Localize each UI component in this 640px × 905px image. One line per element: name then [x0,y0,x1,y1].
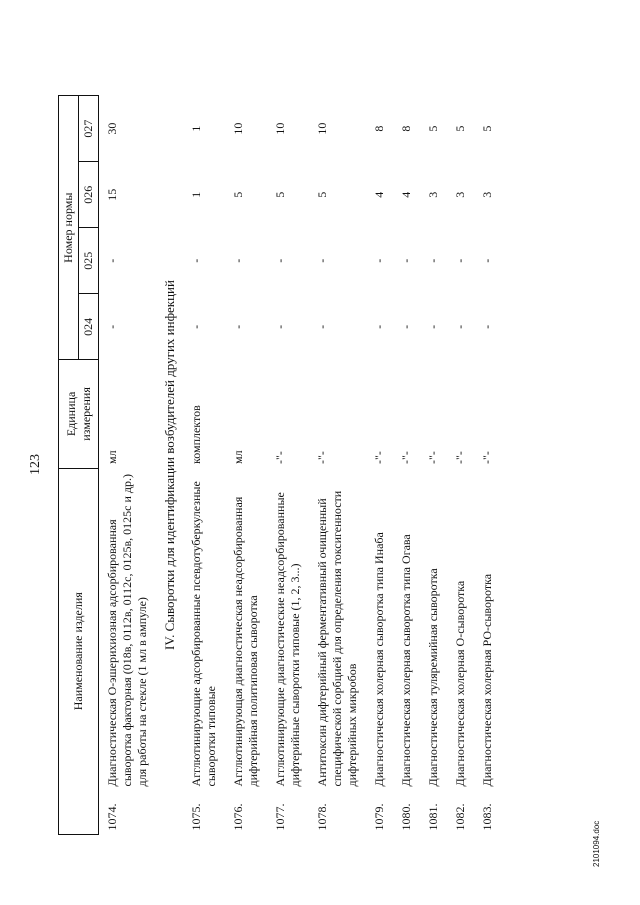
row-number: 1076. [231,803,245,831]
norms-table [58,95,501,835]
norm-025-cell: - [273,258,287,263]
header-name: Наименование изделия [59,468,99,834]
norm-024-cell: - [480,324,494,329]
item-name: Агглютинирующие адсорбированные псевдотуберкулезные сыворотки типовые [189,481,218,787]
norm-027-cell: 10 [315,122,329,135]
unit-cell: мл [231,450,245,465]
norm-025-cell: - [372,258,386,263]
norm-024-cell: - [453,324,467,329]
norm-026-cell: 5 [315,191,329,198]
norm-026-cell: 3 [426,191,440,198]
norm-026-cell: 4 [372,191,386,198]
norm-025-cell: - [426,258,440,263]
unit-cell: -"- [399,451,413,465]
norm-027-cell: 1 [189,125,203,132]
header-norm-group: Номер нормы [59,96,79,360]
unit-cell: -"- [372,451,386,465]
header-norm-026: 026 [79,162,99,228]
norm-025-cell: - [480,258,494,263]
row-number: 1079. [372,803,386,831]
norm-027-cell: 30 [105,122,119,135]
norm-024-cell: - [372,324,386,329]
norm-026-cell: 15 [105,188,119,201]
item-name: Агглютинирующие диагностические неадсорбированные дифтерийные сыворотки типовые (1, 2, 3...) [273,492,302,787]
table-row [309,96,366,835]
norm-027-cell: 5 [480,125,494,132]
norm-026-cell: 1 [189,191,203,198]
table-row [420,96,447,835]
item-name: Диагностическая туляремийная сыворотка [426,568,440,787]
row-number: 1074. [105,803,119,831]
item-name: Диагностическая холерная сыворотка типа Огава [399,534,413,787]
table-body [99,96,502,835]
norm-026-cell: 3 [453,191,467,198]
norm-025-cell: - [453,258,467,263]
page-number: 123 [28,454,43,475]
table-row [225,96,267,835]
norm-024-cell: - [426,324,440,329]
unit-cell: -"- [453,451,467,465]
norm-024-cell: - [189,324,203,329]
header-norm-024: 024 [79,294,99,360]
header-norm-025: 025 [79,228,99,294]
norm-027-cell: 5 [453,125,467,132]
table-header [59,96,99,835]
table-row [474,96,501,835]
norm-026-cell: 5 [273,191,287,198]
header-unit-line2: измерения [78,387,93,441]
unit-cell: комплектов [189,405,203,465]
table-row [393,96,420,835]
norm-024-cell: - [273,324,287,329]
unit-cell: -"- [480,451,494,465]
item-name: Агглютинирующая диагностическая неадсорбированная дифтерийная политиповая сыворотка [231,496,260,787]
table-row [267,96,309,835]
footer-file-tag: 2101094.doc [592,820,601,867]
norm-024-cell: - [105,324,119,329]
norm-026-cell: 4 [399,191,413,198]
header-unit-line1: Единица [63,391,78,437]
unit-cell: мл [105,450,119,465]
header-norm-027: 027 [79,96,99,162]
norm-027-cell: 8 [399,125,413,132]
row-number: 1082. [453,803,467,831]
table-row [447,96,474,835]
item-name: Диагностическая холерная РО-сыворотка [480,573,494,787]
table-row [366,96,393,835]
row-number: 1075. [189,803,203,831]
norm-027-cell: 5 [426,125,440,132]
table-row [183,96,225,835]
header-unit [59,360,99,468]
norm-024-cell: - [315,324,329,329]
norm-024-cell: - [399,324,413,329]
norm-027-cell: 8 [372,125,386,132]
row-number: 1078. [315,803,329,831]
item-name: Антитоксин дифтерийный ферментативный очищенный специфической сорбцией для определения токсигенности дифтерийных микробов [315,490,359,787]
item-name: Диагностическая О-эшерихиозная адсорбированная сыворотка факторная (018в, 0112в, 0112с, 0125в, 0125с и др.) для работы на стекле (1 мл в ампуле) [105,474,149,787]
norm-025-cell: - [315,258,329,263]
row-number: 1080. [399,803,413,831]
unit-cell: -"- [315,451,329,465]
item-name: Диагностическая холерная сыворотка типа Инаба [372,532,386,787]
item-name: Диагностическая холерная О-сыворотка [453,580,467,787]
unit-cell: -"- [426,451,440,465]
norm-025-cell: - [231,258,245,263]
norm-027-cell: 10 [273,122,287,135]
section-heading-row [156,96,183,835]
norm-026-cell: 3 [480,191,494,198]
norm-026-cell: 5 [231,191,245,198]
norm-025-cell: - [105,258,119,263]
row-number: 1083. [480,803,494,831]
norm-027-cell: 10 [231,122,245,135]
table-row [99,96,157,835]
unit-cell: -"- [273,451,287,465]
row-number: 1081. [426,803,440,831]
norm-024-cell: - [231,324,245,329]
norm-025-cell: - [399,258,413,263]
row-number: 1077. [273,803,287,831]
norm-025-cell: - [189,258,203,263]
section-heading: IV. Сыворотки для идентификации возбудителей других инфекций [162,280,177,650]
